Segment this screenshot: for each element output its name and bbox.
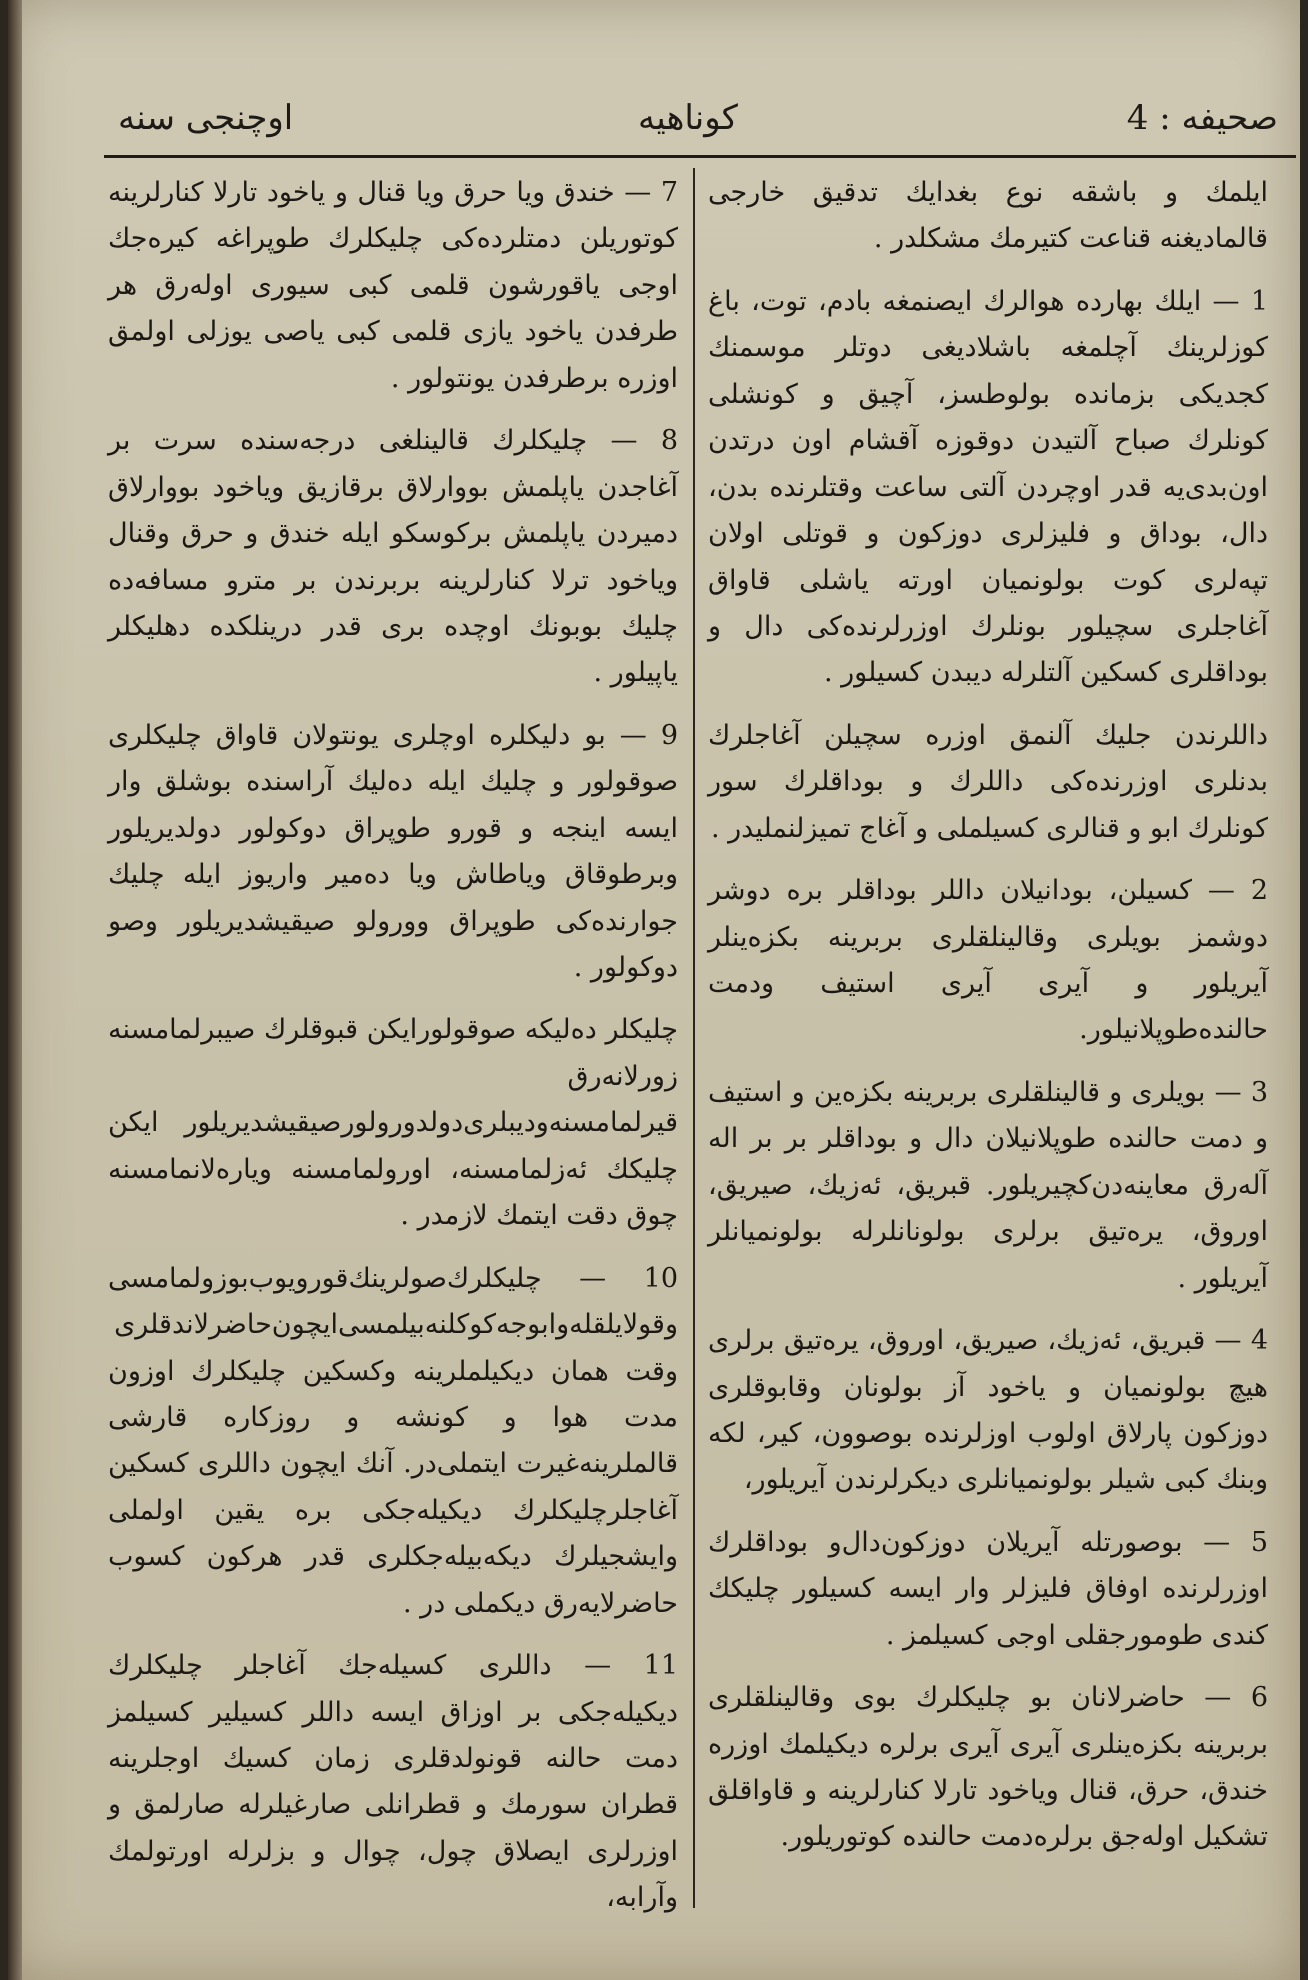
- paragraph: 10 — چلیکلرك‌صولرینك‌قورویوب‌بوزولمامسی وقولایلقله‌وابوجه‌کوکلنه‌بیلمسی‌ایچون‌حاضرلاندقلری وقت همان دیکیلملرینه وکسکین چلیکلرك اوزون مدت هوا و کونشه و روزکاره قارشی قالملرینه‌غیرت ایتملی‌در. آنك ایچون داللری کسکین آغاجلر‌چلیکلرك دیکیله‌جکی بره یقین اولملی وایشجیلرك دیکه‌بیله‌جکلری قدر هرکون کسوب حاضرلایه‌رق دیکملی در .: [108, 1262, 678, 1619]
- paragraph: داللرندن جلیك آلنمق اوزره سچیلن آغاجلرك بدنلری اوزرنده‌کی داللرك و بوداقلرك سور کونلرك ابو و قنالری کسیلملی و آغاج تمیزلنملیدر .: [708, 719, 1268, 844]
- paragraph: چلیکلر ده‌لیکه صوقولورایکن قبوقلرك صیبرلمامسنه زورلانه‌رق قیرلمامسنه‌ودیبلری‌دولدورولورصیقیشدیریلور ایکن چلیکك ئه‌زلمامسنه، اورولمامسنه ویاره‌لانمامسنه چوق دقت ایتمك لازمدر .: [108, 1014, 678, 1232]
- column-divider: [693, 168, 695, 1908]
- page-spine: [8, 0, 22, 1980]
- paragraph: 9 — بو دلیکلره اوچلری یونتولان قاواق چلیکلری صوقولور و چلیك ایله ده‌لیك آراسنده بوشلق وار ایسه اینجه و قورو طوپراق دوکولور دولدیریلور وبرطوقاق ویاطاش ویا ده‌میر واریوز ایله چلیك جوارنده‌کی طوپراق وورولو صیقیشدیریلور وصو دوکولور .: [108, 719, 678, 983]
- paragraph: 1 — ایلك بهارده هوالرك ایصنمغه بادم، توت، باغ کوزلرینك آچلمغه باشلادیغی دوتلر موسمنك کجدیکی بزمانده بولوطسز، آچیق و کونشلی کونلرك صباح آلتیدن دوقوزه آقشام اون درتدن اون‌بدی‌یه قدر اوچردن آلتی ساعت وقتلرنده بدن، دال، بوداق و فلیزلری دوزکون و قوتلی اولان تپه‌لری کوت بولونمیان اورته یاشلی قاواق آغاجلری سچیلور بونلرك اوزرلرنده‌کی دال و بوداقلری کسکین آلتلرله دیبدن کسیلور .: [708, 285, 1268, 689]
- paragraph: 4 — قبریق، ئه‌زیك، صیریق، اوروق، یره‌تیق برلری هیچ بولونمیان و یاخود آز بولونان وقابوقلری دوزکون پارلاق اولوب اوزلرنده بوصوون، کیر، لکه وبنك کبی شیلر بولونمیانلری دیکرلرندن آیریلور،: [708, 1325, 1268, 1496]
- page-header: [98, 92, 1298, 152]
- newspaper-page: [8, 0, 1300, 1980]
- paragraph: 2 — کسیلن، بودانیلان داللر بوداقلر بره دوشر دوشمز بویلری وقالینلقلری بربرینه بکزه‌ینلر آیریلور و آیری آیری استیف ودمت حالنده‌طوپلانیلور.: [708, 875, 1268, 1046]
- header-page-number: صحیفه : 4: [1126, 98, 1278, 138]
- paragraph: ایلمك و باشقه نوع بغدایك تدقیق خارجی قالمادیغنه قناعت کتیرمك مشکلدر .: [708, 177, 1268, 255]
- paragraph: 5 — بوصورتله آیریلان دوزکون‌دال‌و بوداقلرك اوزرلرنده اوفاق فلیزلر وار ایسه کسیلور چلیکك کندی طومورجقلی اوجی کسیلمز .: [708, 1526, 1268, 1651]
- header-year: اوچنجی سنه: [118, 98, 294, 138]
- header-rule: [104, 155, 1296, 158]
- paragraph: 6 — حاضرلانان بو چلیکلرك بوی وقالینلقلری بربرینه بکزه‌ینلری آیری آیری برلره دیکیلمك اوزره خندق، حرق، قنال ویاخود تارلا کنارلرینه و قاواقلق تشکیل اوله‌جق برلره‌دمت حالنده کوتوریلور.: [708, 1682, 1268, 1853]
- paragraph: 11 — داللری کسیله‌جك آغاجلر چلیکلرك دیکیله‌جکی بر اوزاق ایسه داللر کسیلیر کسیلمز دمت حالنه قونولدقلری زمان کسیك اوجلرینه قطران سورمك و قطرانلی صارغیلرله صارلمق و اوزرلری ایصلاق چول، چوال و بزلرله اورتولمك وآرابه،: [108, 1650, 678, 1914]
- right-column: [708, 170, 1268, 1890]
- left-column: [108, 170, 678, 1914]
- paragraph: 8 — چلیکلرك قالینلغی درجه‌سنده سرت بر آغاجدن یاپلمش بووارلاق برقازیق ویاخود بووارلاق دمیردن یاپلمش برکوسکو ایله خندق و حرق وقنال ویاخود ترلا کنارلرینه بربرندن بر مترو مسافه‌ده چلیك بوبونك اوچده بری قدر درینلکده دهلیکلر یاپیلور .: [108, 425, 678, 689]
- header-title: کوناهیه: [638, 98, 738, 138]
- paragraph: 3 — بویلری و قالینلقلری بربرینه بکزه‌ین و استیف و دمت حالنده طوپلانیلان دال و بوداقلر بر بر اله آله‌رق معاینه‌دن‌کچیریلور. قبریق، ئه‌زیك، صیریق، اوروق، یره‌تیق برلری بولونانلرله بولونمیانلر آیریلور .: [708, 1076, 1268, 1294]
- paragraph: 7 — خندق ویا حرق ویا قنال و یاخود تارلا کنارلرینه کوتوریلن دمتلرده‌کی چلیکلرك طوپراغه کیره‌جك اوجی یاقورشون قلمی کبی سیوری اوله‌رق هر طرفدن یاخود یازی قلمی کبی یاصی یوزلی اولمق اوزره برطرفدن یونتولور .: [108, 177, 678, 394]
